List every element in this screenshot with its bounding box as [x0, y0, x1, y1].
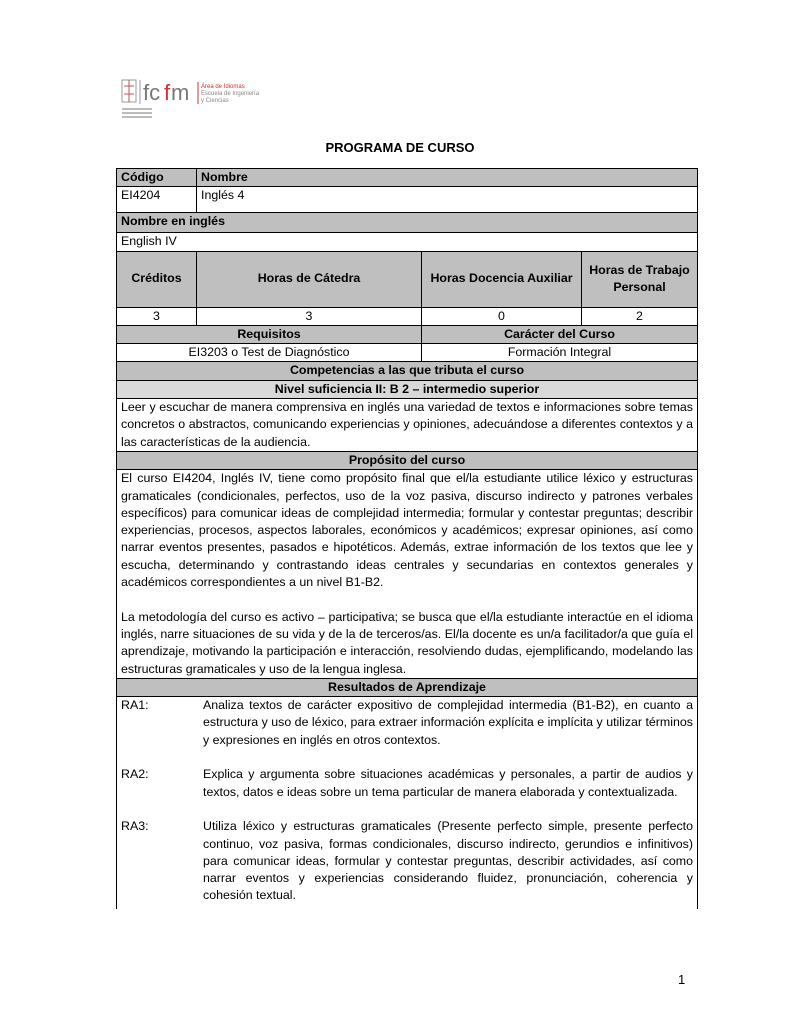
- outcome-item: [121, 697, 693, 749]
- course-program-table: [116, 168, 698, 909]
- competency-level: Nivel suficiencia II: B 2 – intermedio superior: [117, 380, 698, 398]
- outcome-key: RA2:: [121, 767, 149, 782]
- english-name-label: Nombre en inglés: [117, 213, 698, 233]
- outcome-text: Utiliza léxico y estructuras gramaticales (Presente perfecto simple, presente perfecto continuo, voz pasiva, formas condicionales, discurso indirecto, gerundios e infinitivos) para comunicar ideas, formular y contestar preguntas, describir actividades, así como narrar eventos y experiencias considerando fluidez, pronunciación, coherencia y cohesión textual.: [203, 819, 693, 903]
- character-label: Carácter del Curso: [422, 325, 698, 343]
- personal-hours-value: 2: [582, 307, 698, 325]
- outcome-key: RA3:: [121, 819, 149, 834]
- svg-text:y Ciencias: y Ciencias: [201, 98, 229, 104]
- credits-label: Créditos: [117, 251, 197, 307]
- requirements-value: EI3203 o Test de Diagnóstico: [117, 344, 422, 362]
- aux-hours-label: Horas Docencia Auxiliar: [422, 251, 582, 307]
- personal-hours-label: Horas de Trabajo Personal: [582, 251, 698, 307]
- purpose-paragraph-2: La metodología del curso es activo – participativa; se busca que el/la estudiante interactúe en el idioma inglés, narre situaciones de su vida y de la de terceros/as. El/la docente es un/a facilitador/a que guía el aprendizaje, motivando la participación e interacción, resolviendo dudas, ejemplificando, modelando las estructuras gramaticales y uso de la lengua inglesa.: [121, 609, 693, 676]
- lecture-hours-label: Horas de Cátedra: [197, 251, 422, 307]
- character-value: Formación Integral: [422, 344, 698, 362]
- course-name: Inglés 4: [197, 187, 698, 213]
- outcome-item: [121, 766, 693, 801]
- page-title: PROGRAMA DE CURSO: [325, 140, 475, 155]
- purpose-text: [117, 470, 698, 679]
- lecture-hours-value: 3: [197, 307, 422, 325]
- code-label: Código: [117, 169, 197, 187]
- outcome-text: Analiza textos de carácter expositivo de complejidad intermedia (B1-B2), en cuanto a estructura y uso de léxico, para extraer información explícita e implícita y utilizar términos y expresiones en inglés en otros contextos.: [203, 698, 693, 747]
- svg-text:Escuela de Ingeniería: Escuela de Ingeniería: [201, 91, 260, 97]
- outcomes-list: [117, 697, 698, 909]
- svg-text:Área de Idiomas: Área de Idiomas: [201, 84, 245, 90]
- outcome-item: [121, 818, 693, 904]
- outcome-key: RA1:: [121, 698, 149, 713]
- svg-text:f: f: [164, 80, 171, 105]
- english-name: English IV: [117, 233, 698, 251]
- purpose-label: Propósito del curso: [117, 451, 698, 469]
- credits-value: 3: [117, 307, 197, 325]
- name-label: Nombre: [197, 169, 698, 187]
- purpose-paragraph-1: El curso EI4204, Inglés IV, tiene como propósito final que el/la estudiante utilice léxico y estructuras gramaticales (condicionales, perfectos, uso de la voz pasiva, discurso indirecto y patrones verbales específicos) para comunicar ideas de complejidad intermedia; formular y contestar preguntas; describir experiencias, procesos, aspectos laborales, económicos y académicos; expresar opiniones, así como narrar eventos presentes, pasados e hipotéticos. Además, extrae información de los textos que lee y escucha, determinando y contrastando ideas centrales y secundarias en contextos generales y académicos correspondientes a un nivel B1-B2.: [121, 471, 693, 590]
- requirements-label: Requisitos: [117, 325, 422, 343]
- competencies-label: Competencias a las que tributa el curso: [117, 362, 698, 380]
- svg-text:fc: fc: [143, 80, 161, 105]
- aux-hours-value: 0: [422, 307, 582, 325]
- page-number: 1: [678, 972, 686, 987]
- outcomes-label: Resultados de Aprendizaje: [117, 678, 698, 696]
- outcome-text: Explica y argumenta sobre situaciones académicas y personales, a partir de audios y textos, datos e ideas sobre un tema particular de manera elaborada y contextualizada.: [203, 767, 693, 799]
- fcfm-logo: [120, 76, 310, 122]
- course-code: EI4204: [117, 187, 197, 213]
- svg-text:m: m: [171, 80, 190, 105]
- competency-text: Leer y escuchar de manera comprensiva en inglés una variedad de textos e informaciones sobre temas concretos o abstractos, comunicando experiencias y opiniones, adecuándose a diferentes contextos y a las características de la audiencia.: [117, 399, 698, 452]
